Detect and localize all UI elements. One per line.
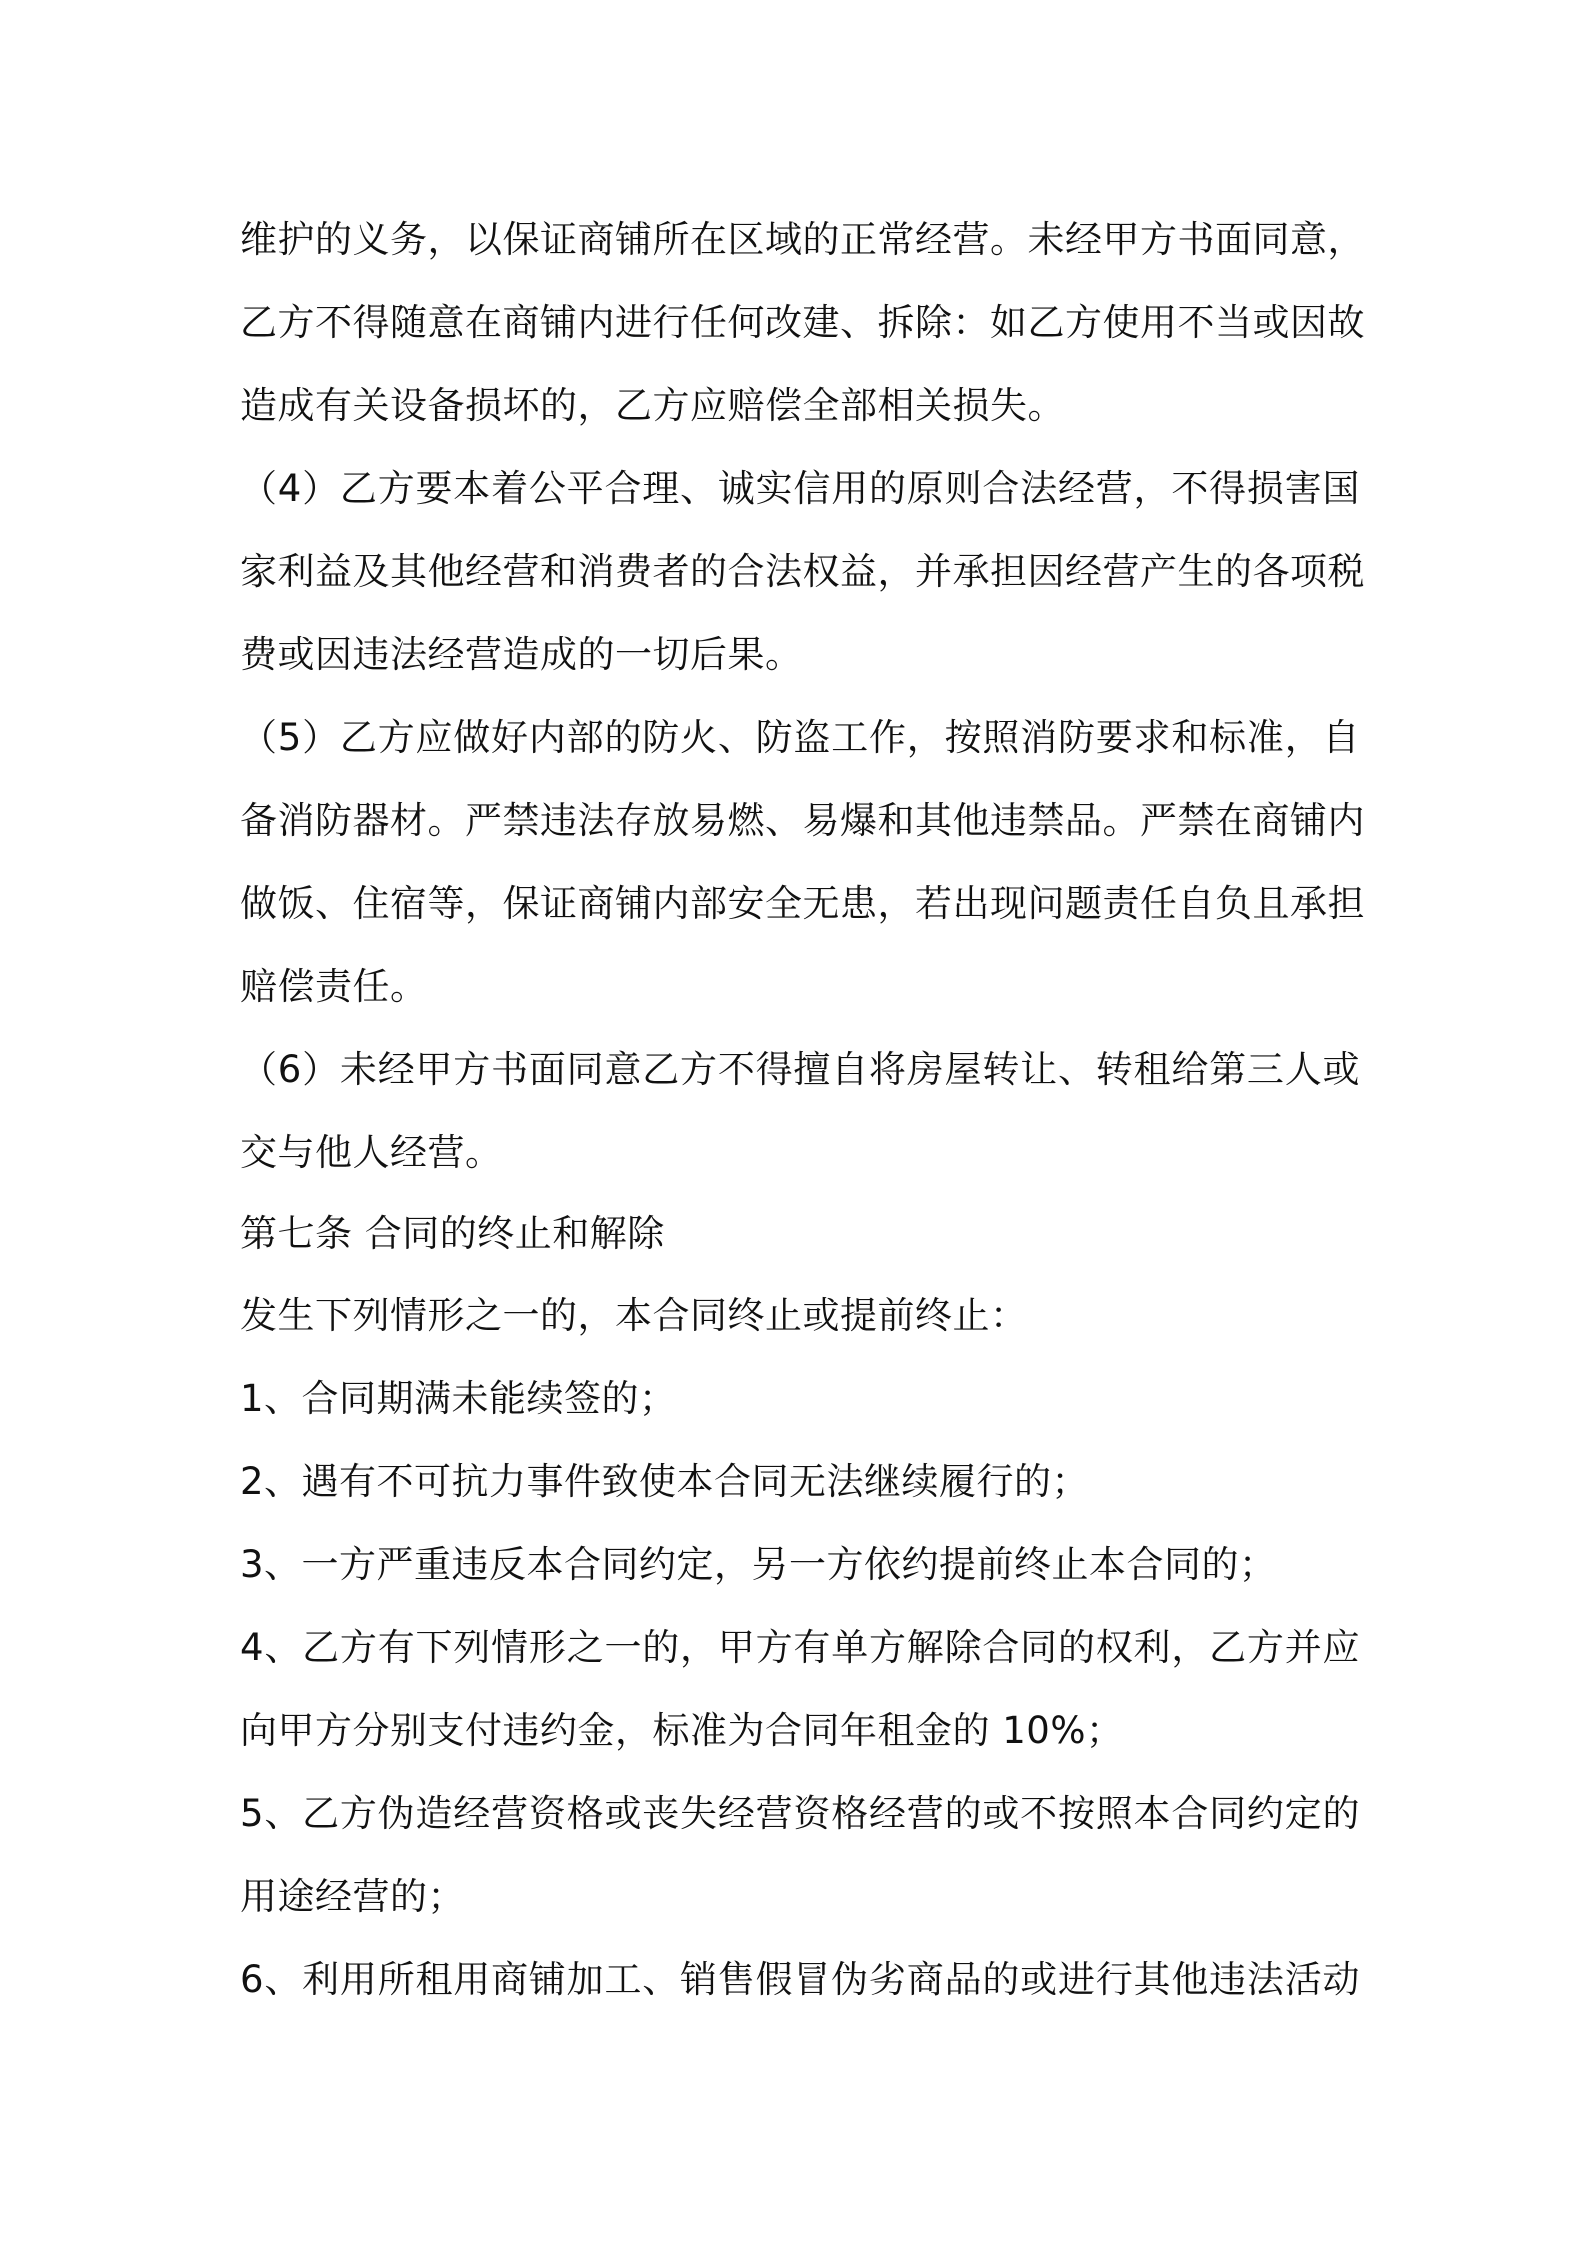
text-line: 用途经营的； <box>240 1875 465 1918</box>
text-line: 赔偿责任。 <box>240 965 428 1008</box>
text-line: 造成有关设备损坏的，乙方应赔偿全部相关损失。 <box>240 384 1065 427</box>
text-line: 家利益及其他经营和消费者的合法权益，并承担因经营产生的各项税 <box>240 550 1365 593</box>
text-line: 乙方不得随意在商铺内进行任何改建、拆除：如乙方使用不当或因故 <box>240 301 1365 344</box>
text-line: 向甲方分别支付违约金，标准为合同年租金的 10%； <box>240 1709 1124 1752</box>
list-item: 1、合同期满未能续签的； <box>240 1377 677 1420</box>
text-line: 维护的义务，以保证商铺所在区域的正常经营。未经甲方书面同意， <box>240 218 1365 261</box>
document-body <box>240 198 1365 2021</box>
list-item: 5、乙方伪造经营资格或丧失经营资格经营的或不按照本合同约定的 <box>240 1792 1360 1835</box>
list-item: 4、乙方有下列情形之一的，甲方有单方解除合同的权利，乙方并应 <box>240 1626 1360 1669</box>
text-line: 交与他人经营。 <box>240 1131 503 1174</box>
section-heading: 第七条 合同的终止和解除 <box>240 1212 665 1255</box>
list-item: 2、遇有不可抗力事件致使本合同无法继续履行的； <box>240 1460 1090 1503</box>
text-line: 做饭、住宿等，保证商铺内部安全无患，若出现问题责任自负且承担 <box>240 882 1365 925</box>
text-line: （6）未经甲方书面同意乙方不得擅自将房屋转让、转租给第三人或 <box>240 1048 1360 1091</box>
text-line: 发生下列情形之一的，本合同终止或提前终止： <box>240 1294 1028 1337</box>
list-item: 3、一方严重违反本合同约定，另一方依约提前终止本合同的； <box>240 1543 1277 1586</box>
list-item: 6、利用所租用商铺加工、销售假冒伪劣商品的或进行其他违法活动 <box>240 1958 1360 2001</box>
text-line: 备消防器材。严禁违法存放易燃、易爆和其他违禁品。严禁在商铺内 <box>240 799 1365 842</box>
text-line: （5）乙方应做好内部的防火、防盗工作，按照消防要求和标准，自 <box>240 716 1360 759</box>
text-line: （4）乙方要本着公平合理、诚实信用的原则合法经营，不得损害国 <box>240 467 1360 510</box>
text-line: 费或因违法经营造成的一切后果。 <box>240 633 803 676</box>
